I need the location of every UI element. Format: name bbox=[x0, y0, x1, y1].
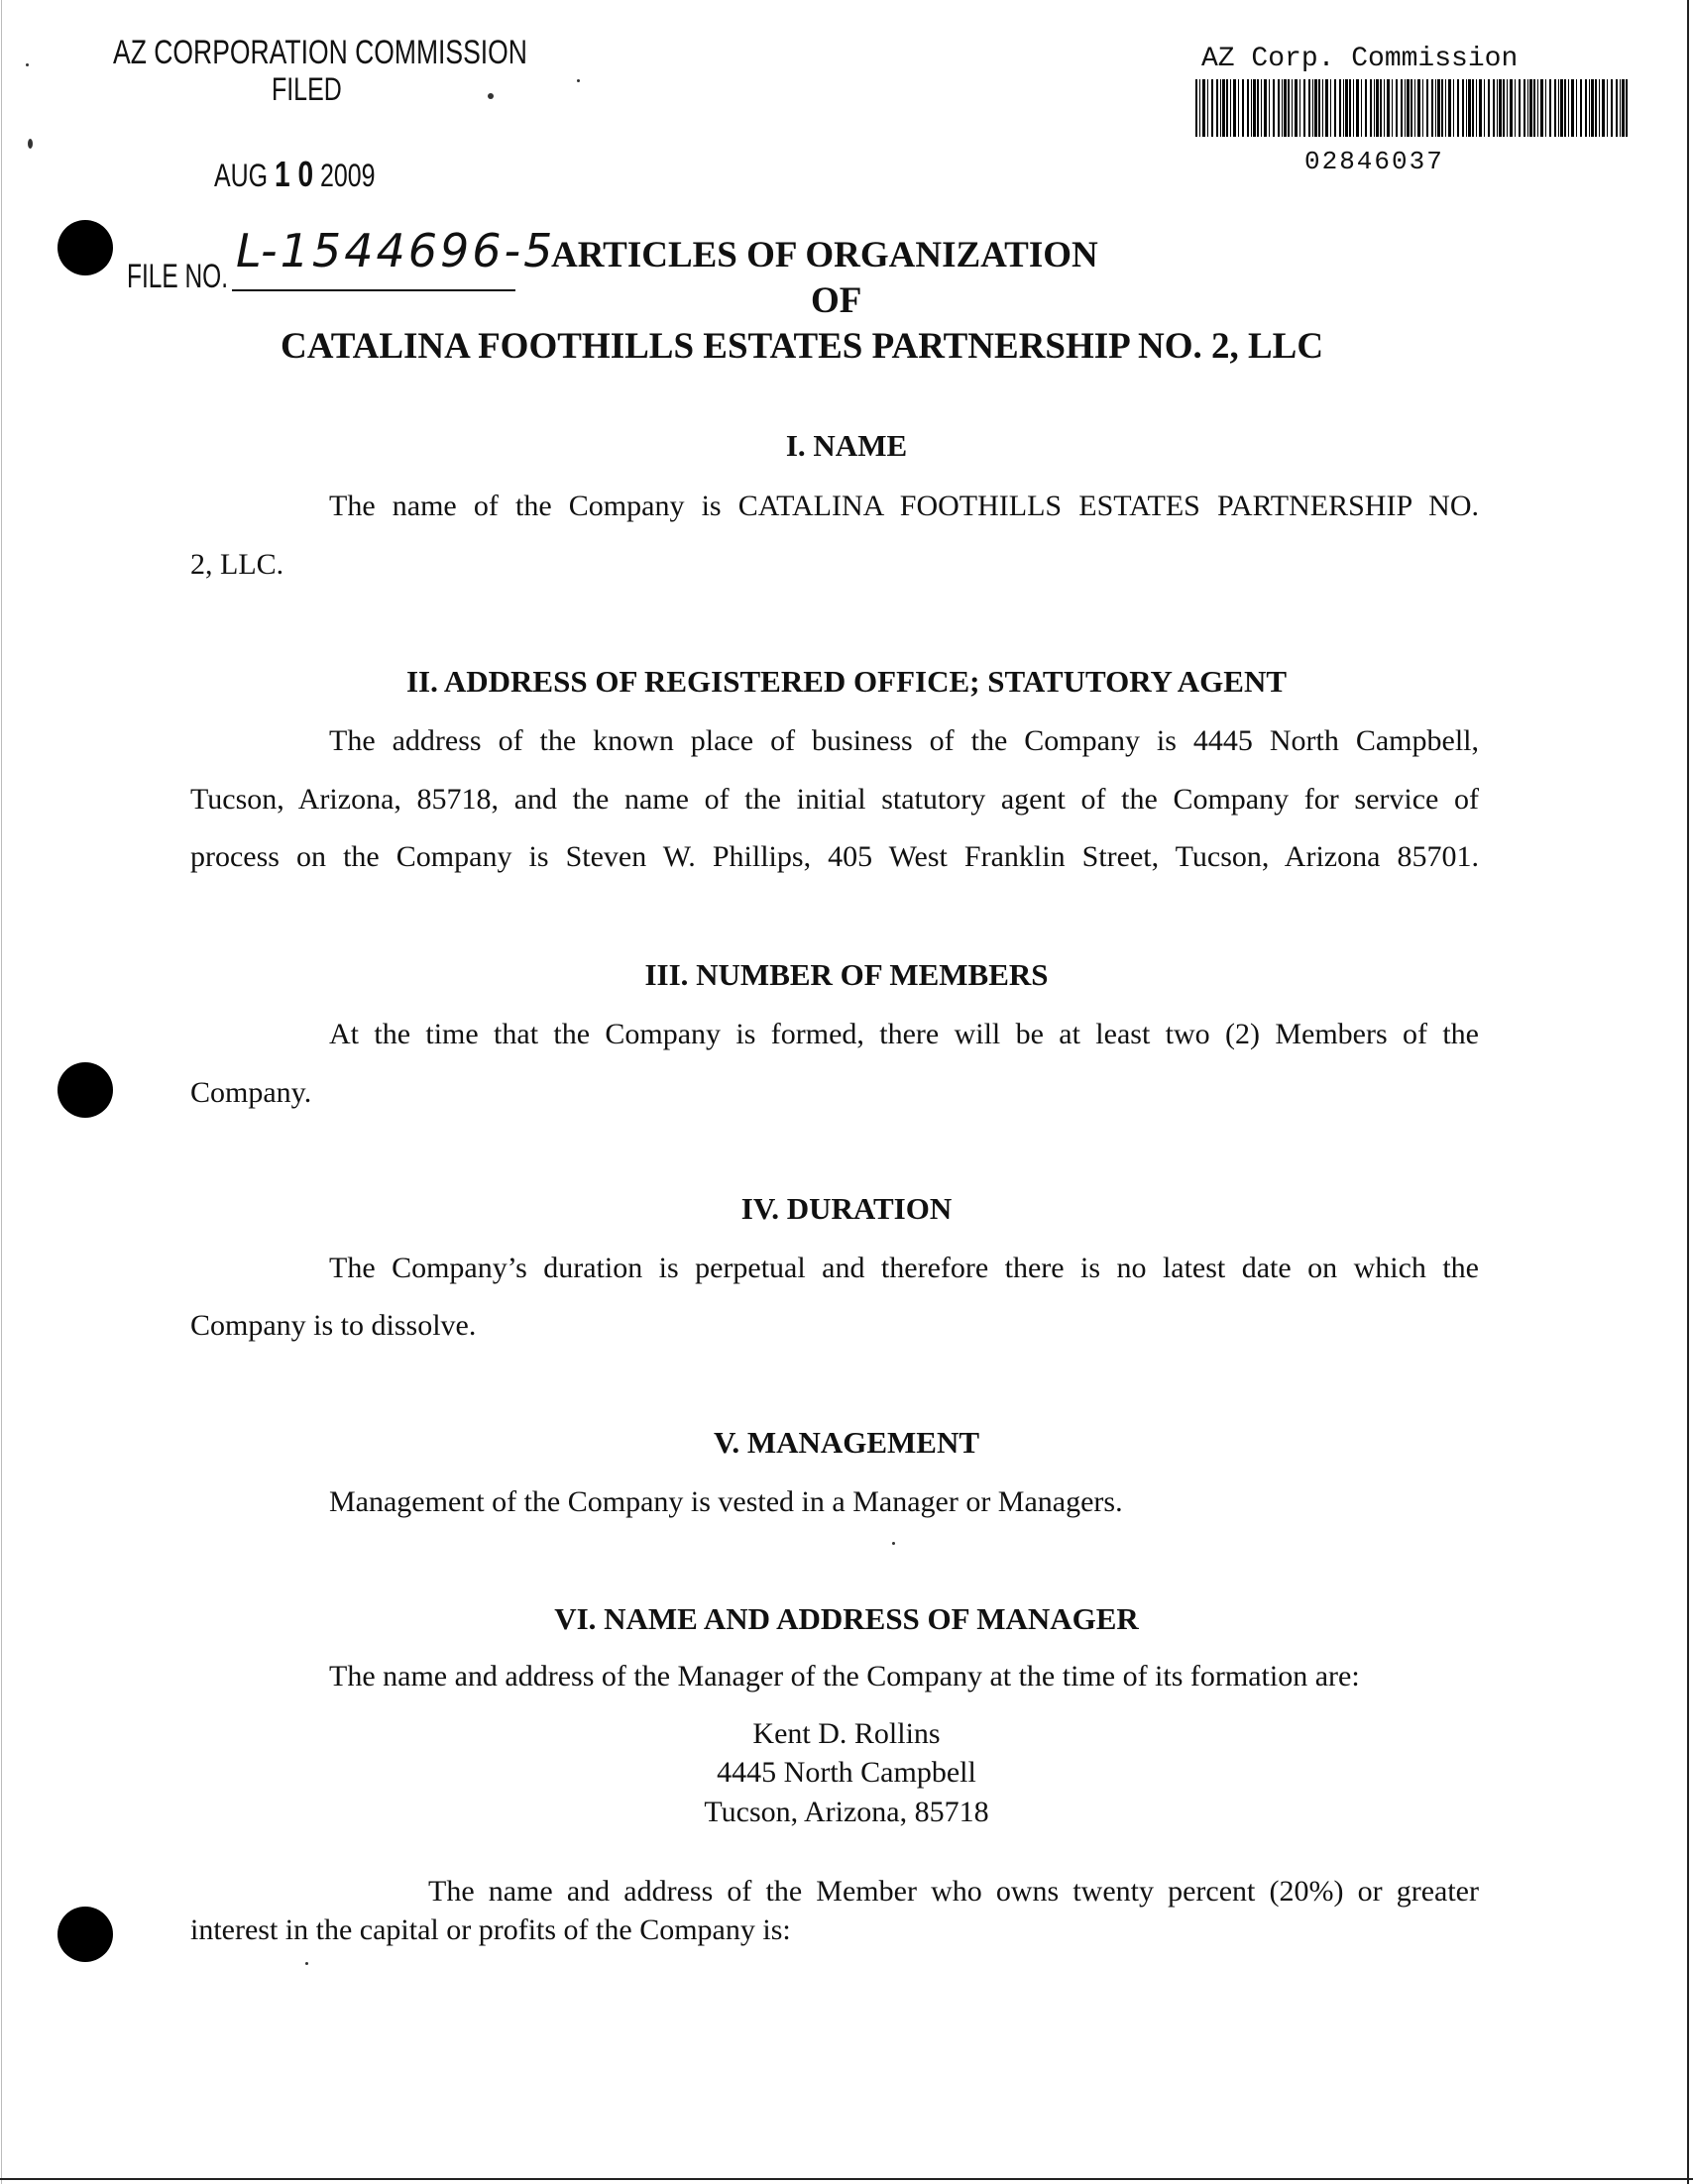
barcode-bar bbox=[1585, 79, 1587, 137]
barcode-bar bbox=[1318, 79, 1320, 137]
section-name-line1: The name of the Company is CATALINA FOOTHILLS ESTATES PARTNERSHIP NO. bbox=[329, 490, 1479, 522]
barcode-bar bbox=[1620, 79, 1621, 137]
barcode-bar bbox=[1571, 79, 1574, 137]
barcode-bar bbox=[1220, 79, 1221, 137]
barcode-bar bbox=[1527, 79, 1528, 137]
barcode-bar bbox=[1211, 79, 1213, 137]
barcode-bar bbox=[1462, 79, 1464, 137]
page-bottom-border bbox=[0, 2178, 1693, 2180]
barcode-bar bbox=[1384, 79, 1385, 137]
barcode-bar bbox=[1445, 79, 1446, 137]
barcode-bar bbox=[1591, 79, 1594, 137]
punch-hole-top bbox=[57, 220, 113, 275]
page-right-border bbox=[1687, 0, 1689, 2184]
barcode-bar bbox=[1476, 79, 1477, 137]
barcode-bar bbox=[1233, 79, 1236, 137]
section-heading-members: III. NUMBER OF MEMBERS bbox=[644, 957, 1049, 992]
barcode-bar bbox=[1376, 79, 1379, 137]
member-line1: The name and address of the Member who owns twenty percent (20%) or greater bbox=[428, 1875, 1479, 1908]
stamp-date-month: AUG bbox=[214, 158, 269, 193]
barcode-bar bbox=[1325, 79, 1328, 137]
scan-speck bbox=[28, 139, 33, 149]
stamp-date-year: 2009 bbox=[319, 158, 376, 193]
barcode-bar bbox=[1330, 79, 1331, 137]
barcode-bar bbox=[1524, 79, 1525, 137]
barcode-bar bbox=[1380, 79, 1382, 137]
barcode-bar bbox=[1488, 79, 1490, 137]
barcode-bar bbox=[1466, 79, 1467, 137]
barcode-bar bbox=[1479, 79, 1482, 137]
barcode-bar bbox=[1361, 79, 1362, 137]
barcode-bar bbox=[1295, 79, 1298, 137]
barcode-bar bbox=[1299, 79, 1300, 137]
barcode-bar bbox=[1554, 79, 1556, 137]
barcode-bar bbox=[1499, 79, 1502, 137]
barcode-bar bbox=[1374, 79, 1375, 137]
barcode-bar bbox=[1626, 79, 1628, 137]
barcode-bar bbox=[1616, 79, 1618, 137]
barcode-bar bbox=[1468, 79, 1471, 137]
barcode-bar bbox=[1537, 79, 1538, 137]
barcode-bar bbox=[1576, 79, 1577, 137]
barcode-image bbox=[1195, 79, 1630, 137]
barcode-label: AZ Corp. Commission bbox=[1201, 44, 1519, 74]
barcode-bar bbox=[1312, 79, 1313, 137]
section-members-line2: Company. bbox=[190, 1076, 312, 1109]
stamp-date-day: 1 0 bbox=[275, 154, 314, 194]
barcode-bar bbox=[1334, 79, 1336, 137]
section-duration-line1: The Company’s duration is perpetual and therefore there is no latest date on which the bbox=[329, 1252, 1479, 1284]
punch-hole-middle bbox=[57, 1062, 113, 1118]
barcode-bar bbox=[1273, 79, 1275, 137]
manager-name: Kent D. Rollins bbox=[752, 1717, 941, 1750]
barcode-bar bbox=[1288, 79, 1290, 137]
barcode-bar bbox=[1253, 79, 1256, 137]
barcode-bar bbox=[1493, 79, 1495, 137]
barcode-bar bbox=[1264, 79, 1267, 137]
barcode-bar bbox=[1322, 79, 1323, 137]
barcode-bar bbox=[1580, 79, 1582, 137]
barcode-bar bbox=[1392, 79, 1393, 137]
barcode-bar bbox=[1507, 79, 1508, 137]
file-number-underline bbox=[232, 289, 515, 291]
barcode-bar bbox=[1349, 79, 1351, 137]
section-address-line3: process on the Company is Steven W. Phillips, 405 West Franklin Street, Tucson, Arizona 85701. bbox=[190, 840, 1479, 873]
barcode-bar bbox=[1510, 79, 1513, 137]
barcode-bar bbox=[1238, 79, 1239, 137]
barcode-bar bbox=[1199, 79, 1200, 137]
barcode-bar bbox=[1414, 79, 1415, 137]
barcode-bar bbox=[1549, 79, 1551, 137]
manager-street: 4445 North Campbell bbox=[717, 1756, 976, 1789]
barcode-bar bbox=[1284, 79, 1287, 137]
barcode-bar bbox=[1257, 79, 1259, 137]
barcode-bar bbox=[1453, 79, 1454, 137]
file-number-handwritten: L-1544696-5 bbox=[236, 224, 556, 277]
section-duration-line2: Company is to dissolve. bbox=[190, 1309, 477, 1342]
section-name-line2: 2, LLC. bbox=[190, 548, 284, 581]
barcode-number: 02846037 bbox=[1304, 147, 1444, 176]
barcode-bar bbox=[1622, 79, 1625, 137]
barcode-bar bbox=[1497, 79, 1498, 137]
barcode-bar bbox=[1529, 79, 1532, 137]
section-address-line1: The address of the known place of business of the Company is 4445 North Campbell, bbox=[329, 724, 1479, 757]
barcode-bar bbox=[1568, 79, 1569, 137]
barcode-bar bbox=[1345, 79, 1348, 137]
barcode-bar bbox=[1292, 79, 1293, 137]
barcode-bar bbox=[1278, 79, 1280, 137]
barcode-bar bbox=[1503, 79, 1505, 137]
barcode-bar bbox=[1437, 79, 1440, 137]
barcode-bar bbox=[1558, 79, 1559, 137]
barcode-bar bbox=[1519, 79, 1521, 137]
barcode-bar bbox=[1611, 79, 1613, 137]
document-title-line3: CATALINA FOOTHILLS ESTATES PARTNERSHIP NO. 2, LLC bbox=[281, 326, 1324, 367]
stamp-filed-label: FILED bbox=[272, 71, 342, 107]
barcode-bar bbox=[1564, 79, 1566, 137]
barcode-bar bbox=[1435, 79, 1436, 137]
barcode-bar bbox=[1589, 79, 1590, 137]
stamp-commission-name: AZ CORPORATION COMMISSION bbox=[113, 34, 527, 71]
barcode-bar bbox=[1308, 79, 1310, 137]
barcode-bar bbox=[1269, 79, 1270, 137]
section-manager-line1: The name and address of the Manager of the Company at the time of its formation are: bbox=[329, 1660, 1360, 1693]
section-heading-manager: VI. NAME AND ADDRESS OF MANAGER bbox=[554, 1601, 1139, 1636]
barcode-bar bbox=[1441, 79, 1443, 137]
barcode-bar bbox=[1353, 79, 1354, 137]
barcode-bar bbox=[1195, 79, 1197, 137]
section-members-line1: At the time that the Company is formed, there will be at least two (2) Members of the bbox=[329, 1018, 1479, 1050]
scan-speck bbox=[577, 79, 580, 82]
barcode-bar bbox=[1595, 79, 1597, 137]
member-line2: interest in the capital or profits of the Company is: bbox=[190, 1913, 791, 1946]
section-heading-management: V. MANAGEMENT bbox=[713, 1425, 980, 1460]
barcode-bar bbox=[1472, 79, 1474, 137]
barcode-bar bbox=[1396, 79, 1398, 137]
barcode-bar bbox=[1448, 79, 1451, 137]
section-heading-name: I. NAME bbox=[785, 428, 908, 463]
punch-hole-bottom bbox=[57, 1907, 113, 1962]
barcode-bar bbox=[1540, 79, 1543, 137]
barcode-bar bbox=[1515, 79, 1516, 137]
barcode-bar bbox=[1387, 79, 1390, 137]
scan-speck bbox=[892, 1542, 895, 1545]
barcode-bar bbox=[1282, 79, 1283, 137]
stamp-date bbox=[214, 154, 376, 195]
barcode-bar bbox=[1339, 79, 1341, 137]
file-number-label: FILE NO. bbox=[127, 258, 229, 295]
barcode-bar bbox=[1405, 79, 1406, 137]
document-title-line2: OF bbox=[811, 280, 862, 321]
barcode-bar bbox=[1356, 79, 1359, 137]
barcode-bar bbox=[1417, 79, 1420, 137]
barcode-bar bbox=[1202, 79, 1205, 137]
barcode-bar bbox=[1222, 79, 1225, 137]
barcode-bar bbox=[1602, 79, 1605, 137]
barcode-bar bbox=[1230, 79, 1231, 137]
section-address-line2: Tucson, Arizona, 85718, and the name of the initial statutory agent of the Company for service of bbox=[190, 783, 1479, 816]
scan-speck bbox=[488, 93, 494, 99]
barcode-bar bbox=[1216, 79, 1218, 137]
document-title-line1: ARTICLES OF ORGANIZATION bbox=[551, 235, 1098, 275]
barcode-bar bbox=[1343, 79, 1344, 137]
barcode-bar bbox=[1261, 79, 1262, 137]
barcode-bar bbox=[1370, 79, 1372, 137]
barcode-bar bbox=[1599, 79, 1600, 137]
section-heading-duration: IV. DURATION bbox=[740, 1191, 953, 1226]
barcode-bar bbox=[1422, 79, 1423, 137]
manager-city: Tucson, Arizona, 85718 bbox=[704, 1796, 989, 1828]
barcode-bar bbox=[1247, 79, 1249, 137]
barcode-bar bbox=[1560, 79, 1563, 137]
section-management-line1: Management of the Company is vested in a Manager or Managers. bbox=[329, 1485, 1123, 1518]
barcode-bar bbox=[1411, 79, 1412, 137]
barcode-bar bbox=[1303, 79, 1305, 137]
barcode-bar bbox=[1431, 79, 1433, 137]
barcode-bar bbox=[1251, 79, 1252, 137]
barcode-bar bbox=[1457, 79, 1459, 137]
barcode-bar bbox=[1401, 79, 1403, 137]
barcode-bar bbox=[1314, 79, 1317, 137]
barcode-bar bbox=[1545, 79, 1546, 137]
scan-speck bbox=[26, 63, 29, 66]
barcode-bar bbox=[1207, 79, 1208, 137]
barcode-bar bbox=[1226, 79, 1228, 137]
section-heading-address: II. ADDRESS OF REGISTERED OFFICE; STATUTORY AGENT bbox=[405, 664, 1288, 699]
barcode-bar bbox=[1426, 79, 1428, 137]
barcode-bar bbox=[1484, 79, 1485, 137]
barcode-bar bbox=[1407, 79, 1410, 137]
barcode-bar bbox=[1242, 79, 1244, 137]
page-left-edge bbox=[1, 0, 2, 2184]
barcode-bar bbox=[1533, 79, 1535, 137]
barcode-bar bbox=[1607, 79, 1608, 137]
barcode-bar bbox=[1365, 79, 1367, 137]
scan-speck bbox=[305, 1962, 308, 1965]
